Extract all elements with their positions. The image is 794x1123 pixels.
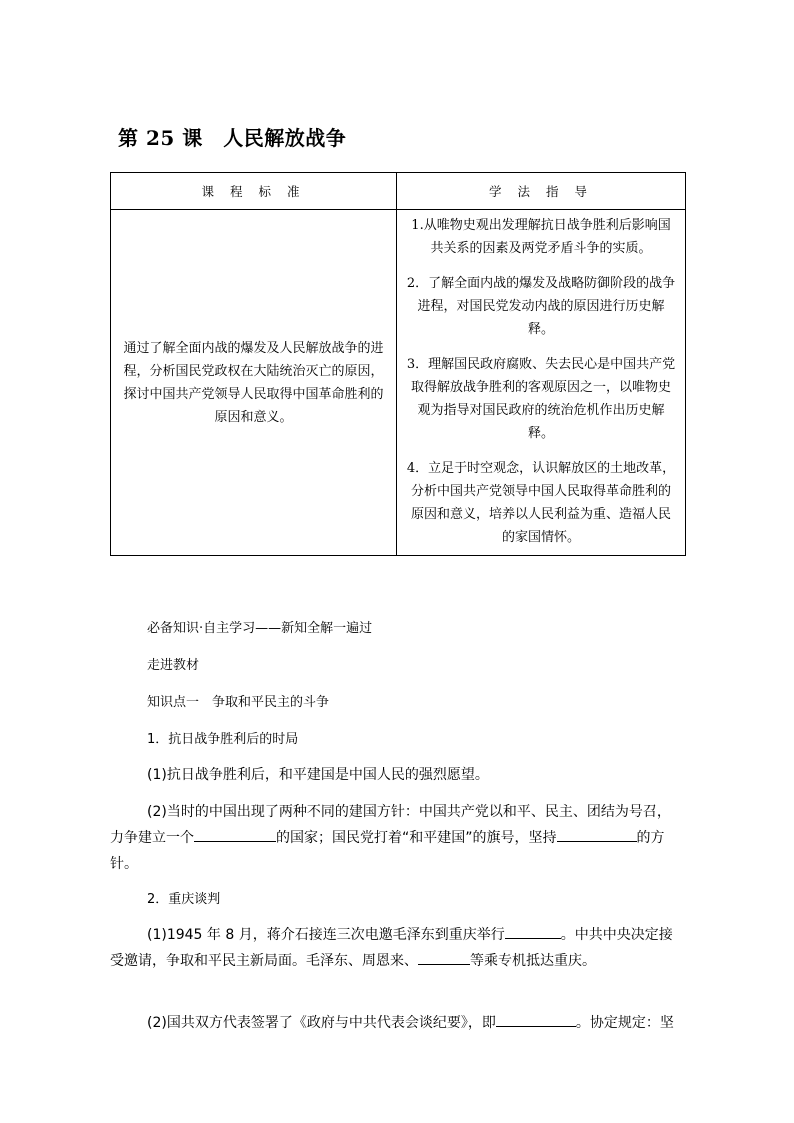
table-header-row	[111, 173, 686, 210]
guide-item-1: 1.从唯物史观出发理解抗日战争胜利后影响国共关系的因素及两党矛盾斗争的实质。	[411, 218, 671, 256]
subheading: 走进教材	[147, 658, 200, 673]
item1-p1-text: (1)抗日战争胜利后，和平建国是中国人民的强烈愿望。	[147, 767, 489, 783]
guide-item-3: 3．理解国民政府腐败、失去民心是中国共产党取得解放战争胜利的客观原因之一，以唯物史观为指导对国民政府的统治危机作出历史解释。	[406, 357, 676, 441]
knowledge-point-heading: 知识点一 争取和平民主的斗争	[147, 695, 330, 710]
item1-heading: 1．抗日战争胜利后的时局	[147, 732, 299, 747]
item2-paragraph-1	[110, 922, 682, 974]
guide-item-4: 4．立足于时空观念，认识解放区的土地改革，分析中国共产党领导中国人民取得革命胜利的原因和意义，培养以人民利益为重、造福人民的家国情怀。	[406, 461, 676, 545]
section-heading: 必备知识·自主学习——新知全解一遍过	[147, 621, 373, 636]
fill-blank[interactable]	[418, 948, 470, 965]
item2-p2-text-a: (2)国共双方代表签署了《政府与中共代表会谈纪要》，即	[147, 1015, 496, 1031]
standard-cell	[111, 210, 397, 556]
item2-heading: 2．重庆谈判	[147, 892, 221, 907]
table-row	[111, 210, 686, 556]
header-curriculum-standard: 课 程 标 准	[111, 173, 397, 210]
guide-cell	[397, 210, 686, 556]
item1-p2-text-b: 的国家；国民党打着“和平建国”的旗号，坚持	[276, 830, 557, 846]
item1-paragraph-1	[110, 762, 682, 788]
curriculum-table	[110, 172, 686, 556]
item1-p2-text-c: 的方针。	[110, 830, 665, 872]
header-study-guidance: 学 法 指 导	[397, 173, 686, 210]
item2-p1-text-b: 。中共中央决定接受邀请，争取和平民主新局面。毛泽东、周恩来、	[110, 927, 673, 969]
item2-paragraph-2	[110, 1010, 682, 1036]
item2-p1-text-c: 等乘专机抵达重庆。	[470, 953, 596, 969]
item1-paragraph-2	[110, 799, 682, 877]
item1-p2-text-a: (2)当时的中国出现了两种不同的建国方针：中国共产党以和平、民主、团结为号召，力争建立一个	[110, 804, 671, 846]
guide-item-2: 2．了解全面内战的爆发及战略防御阶段的战争进程，对国民党发动内战的原因进行历史解释。	[406, 276, 676, 337]
fill-blank[interactable]	[496, 1010, 576, 1027]
page-title: 第 25 课 人民解放战争	[118, 126, 347, 150]
item2-p2-text-b: 。协定规定：坚	[575, 1015, 674, 1031]
fill-blank[interactable]	[557, 825, 637, 842]
standard-text: 通过了解全面内战的爆发及人民解放战争的进程，分析国民党政权在大陆统治灭亡的原因，探讨中国共产党领导人民取得中国革命胜利的原因和意义。	[123, 340, 384, 425]
fill-blank[interactable]	[194, 825, 276, 842]
item2-p1-text-a: (1)1945 年 8 月，蒋介石接连三次电邀毛泽东到重庆举行	[147, 927, 505, 943]
fill-blank[interactable]	[505, 922, 561, 939]
